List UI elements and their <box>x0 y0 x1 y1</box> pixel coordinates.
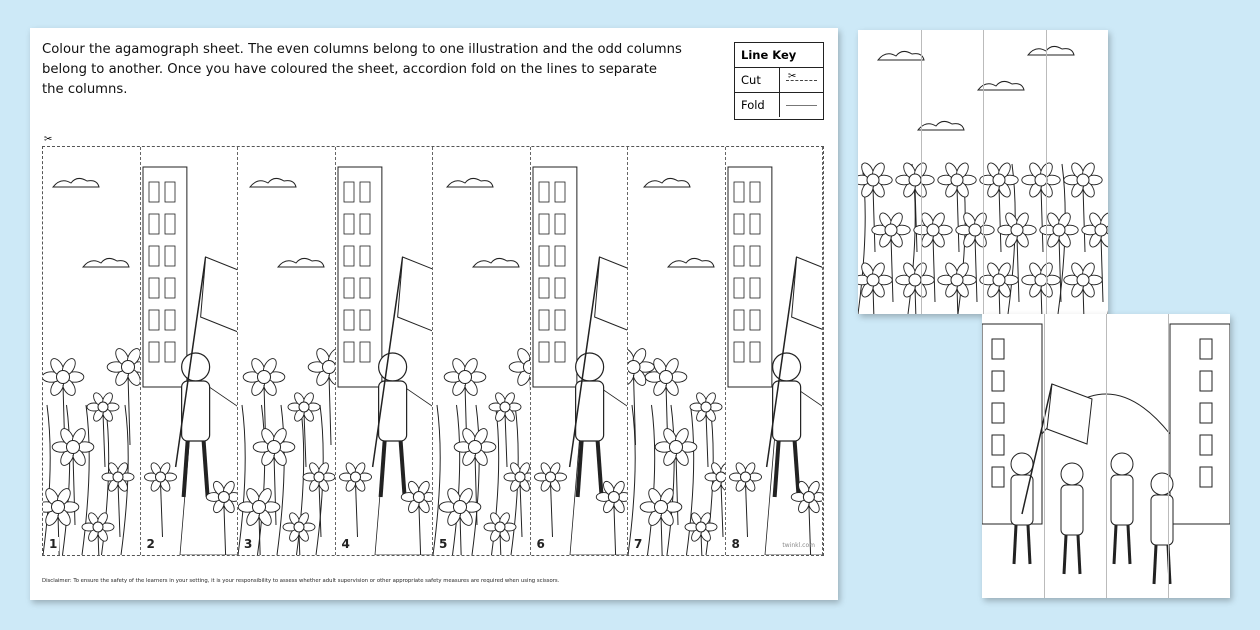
fold-line <box>1044 314 1045 598</box>
fold-line <box>1106 314 1107 598</box>
column-number: 7 <box>634 537 643 551</box>
column-illustration <box>531 147 629 555</box>
column-number: 8 <box>731 537 740 551</box>
column-number: 2 <box>146 537 155 551</box>
fold-label: Fold <box>735 93 780 117</box>
column-6 <box>531 147 629 555</box>
fold-line <box>921 30 922 314</box>
column-3 <box>238 147 336 555</box>
brand-mark: twinkl.com <box>782 542 815 549</box>
column-number: 5 <box>439 537 448 551</box>
column-illustration <box>43 147 141 555</box>
column-illustration <box>726 147 824 555</box>
line-key-fold-row <box>735 93 823 117</box>
scissors-icon: ✂ <box>788 71 797 82</box>
column-illustration <box>628 147 726 555</box>
agamograph-sheet <box>30 28 838 600</box>
column-illustration <box>141 147 239 555</box>
fold-line <box>1046 30 1047 314</box>
column-8 <box>726 147 824 555</box>
illustration-strips <box>42 146 824 556</box>
line-key <box>734 42 824 120</box>
column-4 <box>336 147 434 555</box>
column-number: 1 <box>49 537 58 551</box>
folded-preview-parade <box>982 314 1230 598</box>
fold-line-sample <box>786 105 817 106</box>
fold-line <box>1168 314 1169 598</box>
column-2 <box>141 147 239 555</box>
column-number: 4 <box>341 537 350 551</box>
column-number: 6 <box>536 537 545 551</box>
fold-line <box>983 30 984 314</box>
line-key-cut-row <box>735 68 823 93</box>
column-7 <box>628 147 726 555</box>
column-5 <box>433 147 531 555</box>
line-key-title: Line Key <box>735 43 823 68</box>
column-illustration <box>238 147 336 555</box>
cut-label: Cut <box>735 68 780 92</box>
folded-preview-daffodils <box>858 30 1108 314</box>
column-illustration <box>336 147 434 555</box>
scissors-icon: ✂ <box>44 134 53 145</box>
column-1 <box>43 147 141 555</box>
disclaimer-text: Disclaimer: To ensure the safety of the learners in your setting, it is your responsibility to assess whether adult supervision or other appropriate safety measures are required when using scissors. <box>42 578 560 584</box>
cut-line-sample <box>786 80 817 81</box>
instructions-text: Colour the agamograph sheet. The even columns belong to one illustration and the odd columns belong to another. Once you have coloured the sheet, accordion fold on the lines to separate the columns. <box>42 42 682 97</box>
column-number: 3 <box>244 537 253 551</box>
column-illustration <box>433 147 531 555</box>
